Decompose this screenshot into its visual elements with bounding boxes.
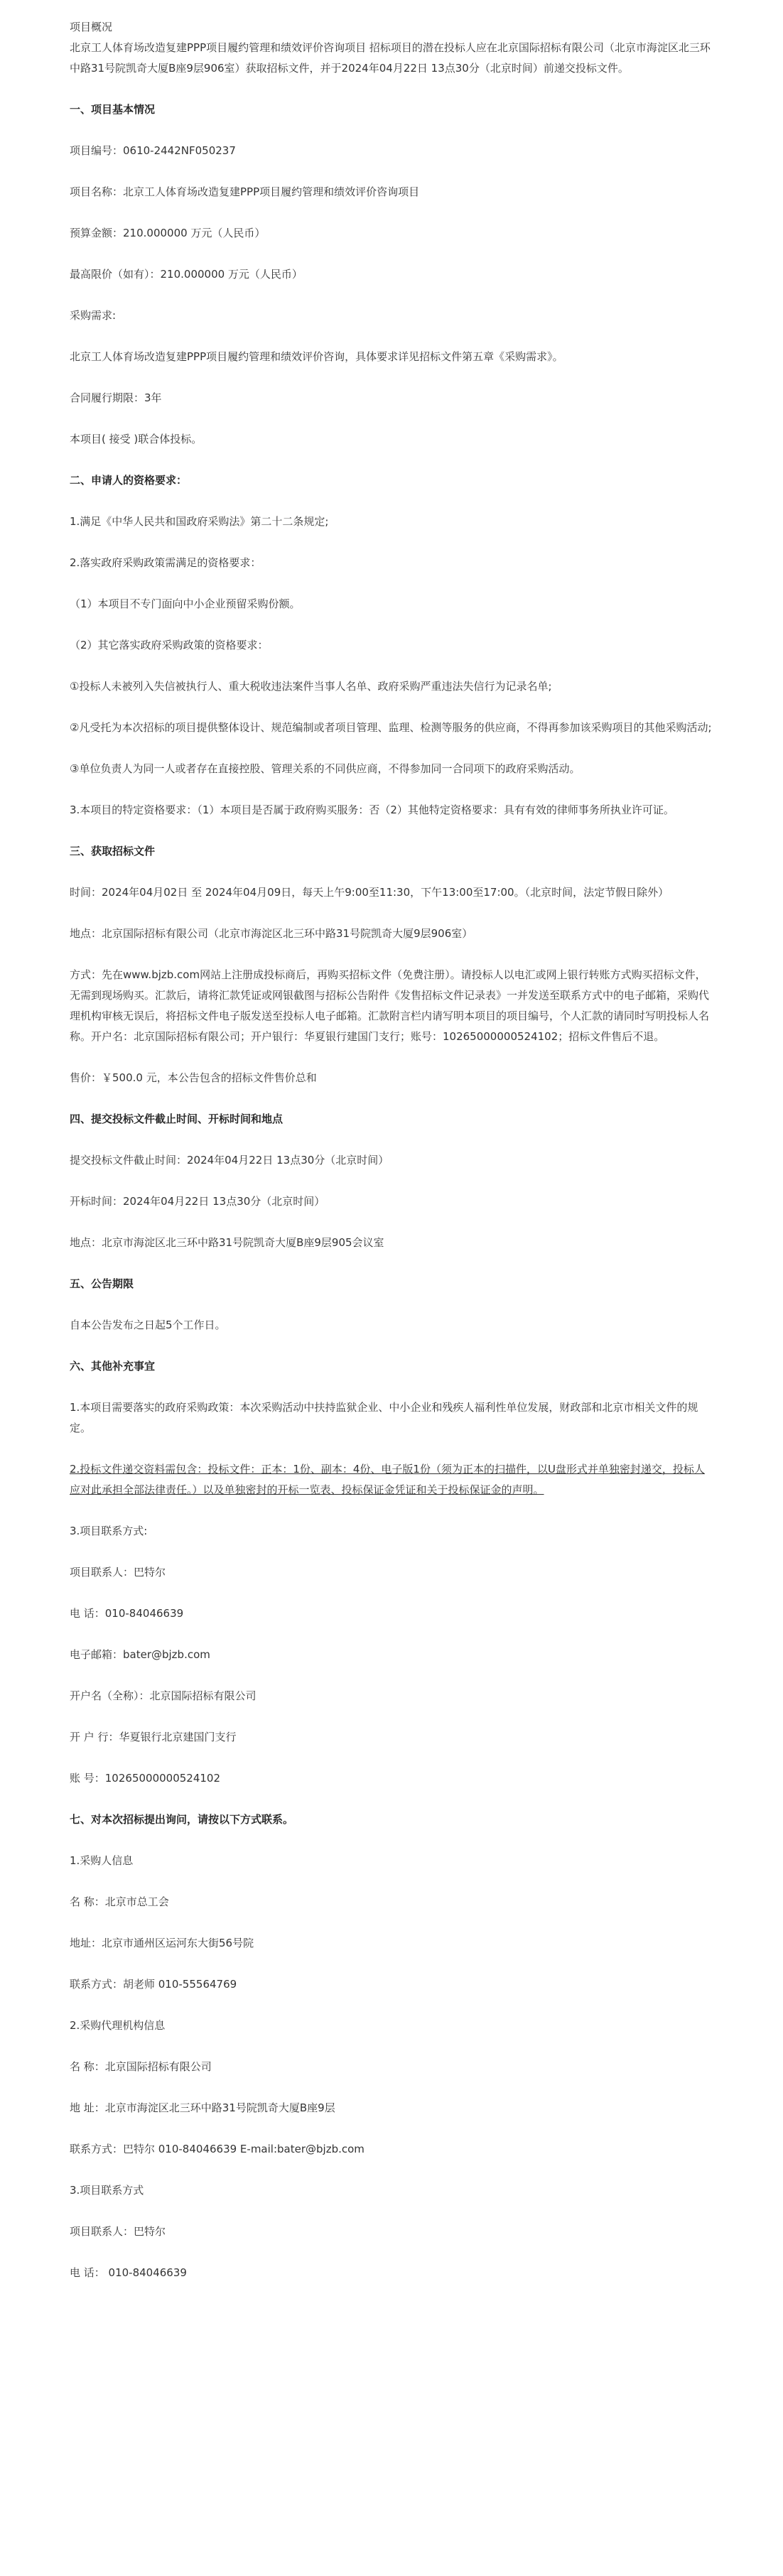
qualification-item-2a: （1）本项目不专门面向中小企业预留采购份额。 (70, 597, 301, 610)
buyer-name: 名 称：北京市总工会 (70, 1895, 169, 1908)
contract-period: 合同履行期限：3年 (70, 391, 162, 404)
opening-time: 开标时间：2024年04月22日 13点30分（北京时间） (70, 1195, 325, 1208)
supplement-item-3: 3.项目联系方式: (70, 1525, 148, 1537)
contact-phone: 电 话：010-84046639 (70, 1607, 184, 1620)
section-5-title: 五、公告期限 (70, 1277, 134, 1290)
project-name: 项目名称：北京工人体育场改造复建PPP项目履约管理和绩效评价咨询项目 (70, 185, 420, 198)
obtain-place: 地点：北京国际招标有限公司（北京市海淀区北三环中路31号院凯奇大厦9层906室） (70, 927, 473, 940)
buyer-contact: 联系方式：胡老师 010-55564769 (70, 1978, 237, 1991)
buyer-label: 1.采购人信息 (70, 1854, 134, 1867)
consortium-note: 本项目( 接受 )联合体投标。 (70, 433, 202, 445)
notice-period: 自本公告发布之日起5个工作日。 (70, 1319, 226, 1331)
qualification-item-2: 2.落实政府采购政策需满足的资格要求： (70, 556, 261, 569)
buyer-address: 地址：北京市通州区运河东大街56号院 (70, 1937, 254, 1949)
opening-place: 地点：北京市海淀区北三环中路31号院凯奇大厦B座9层905会议室 (70, 1236, 384, 1249)
qualification-item-2b: （2）其它落实政府采购政策的资格要求： (70, 639, 269, 651)
project-contact-person: 项目联系人：巴特尔 (70, 2225, 166, 2238)
section-7-title: 七、对本次招标提出询问，请按以下方式联系。 (70, 1813, 294, 1826)
obtain-time: 时间：2024年04月02日 至 2024年04月09日，每天上午9:00至11:30，下午13:00至17:00。（北京时间，法定节假日除外） (70, 886, 669, 899)
overview-text: 北京工人体育场改造复建PPP项目履约管理和绩效评价咨询项目 招标项目的潜在投标人应在北京国际招标有限公司（北京市海淀区北三环中路31号院凯奇大厦B座9层906室）获取招标文件，并于2024年04月22日 13点30分（北京时间）前递交投标文件。 (70, 41, 711, 75)
demand-label: 采购需求: (70, 309, 117, 322)
account-number: 账 号：10265000000524102 (70, 1772, 221, 1785)
supplement-item-2: 2.投标文件递交资料需包含：投标文件：正本：1份、副本：4份、电子版1份（须为正本的扫描件，以U盘形式并单独密封递交，投标人应对此承担全部法律责任。）以及单独密封的开标一览表、投标保证金凭证和关于投标保证金的声明。 (70, 1463, 705, 1496)
project-contact-label: 3.项目联系方式 (70, 2184, 144, 2197)
section-3-title: 三、获取招标文件 (70, 845, 156, 857)
document-price: 售价：￥500.0 元，本公告包含的招标文件售价总和 (70, 1071, 317, 1084)
project-contact-phone: 电 话： 010-84046639 (70, 2266, 187, 2279)
contact-person: 项目联系人：巴特尔 (70, 1566, 166, 1579)
section-1-title: 一、项目基本情况 (70, 103, 156, 116)
demand-text: 北京工人体育场改造复建PPP项目履约管理和绩效评价咨询，具体要求详见招标文件第五章《采购需求》。 (70, 350, 563, 363)
qualification-item-1: 1.满足《中华人民共和国政府采购法》第二十二条规定; (70, 515, 329, 528)
obtain-method: 方式：先在www.bjzb.com网站上注册成投标商后，再购买招标文件（免费注册）。请投标人以电汇或网上银行转账方式购买招标文件，无需到现场购买。汇款后，请将汇款凭证或网银截图与招标公告附件《发售招标文件记录表》一并发送至联系方式中的电子邮箱，采购代理机构审核无误后，将招标文件电子版发送至投标人电子邮箱。汇款附言栏内请写明本项目的项目编号，个人汇款的请同时写明投标人名称。开户名：北京国际招标有限公司；开户银行：华夏银行建国门支行；账号：10265000000524102；招标文件售后不退。 (70, 968, 710, 1043)
section-4-title: 四、提交投标文件截止时间、开标时间和地点 (70, 1113, 284, 1125)
qualification-clause-1: ①投标人未被列入失信被执行人、重大税收违法案件当事人名单、政府采购严重违法失信行为记录名单; (70, 680, 552, 693)
project-number: 项目编号：0610-2442NF050237 (70, 144, 236, 157)
max-price: 最高限价（如有）：210.000000 万元（人民币） (70, 268, 303, 281)
agency-contact: 联系方式：巴特尔 010-84046639 E-mail:bater@bjzb.com (70, 2143, 364, 2155)
bank-name: 开 户 行：华夏银行北京建国门支行 (70, 1731, 237, 1743)
qualification-clause-3: ③单位负责人为同一人或者存在直接控股、管理关系的不同供应商，不得参加同一合同项下的政府采购活动。 (70, 762, 580, 775)
agency-address: 地 址：北京市海淀区北三环中路31号院凯奇大厦B座9层 (70, 2101, 335, 2114)
overview-label: 项目概况 (70, 21, 113, 33)
section-6-title: 六、其他补充事宜 (70, 1360, 156, 1373)
supplement-item-1: 1.本项目需要落实的政府采购政策：本次采购活动中扶持监狱企业、中小企业和残疾人福利性单位发展，财政部和北京市相关文件的规定。 (70, 1401, 698, 1434)
agency-name: 名 称：北京国际招标有限公司 (70, 2060, 212, 2073)
qualification-clause-2: ②凡受托为本次招标的项目提供整体设计、规范编制或者项目管理、监理、检测等服务的供应商，不得再参加该采购项目的其他采购活动; (70, 721, 712, 734)
agency-label: 2.采购代理机构信息 (70, 2019, 166, 2032)
qualification-item-3: 3.本项目的特定资格要求：（1）本项目是否属于政府购买服务：否（2）其他特定资格要求：具有有效的律师事务所执业许可证。 (70, 803, 674, 816)
section-2-title: 二、申请人的资格要求： (70, 474, 188, 487)
budget-amount: 预算金额：210.000000 万元（人民币） (70, 227, 266, 239)
submission-deadline: 提交投标文件截止时间：2024年04月22日 13点30分（北京时间） (70, 1154, 389, 1167)
contact-email: 电子邮箱：bater@bjzb.com (70, 1648, 210, 1661)
account-name: 开户名（全称）：北京国际招标有限公司 (70, 1689, 256, 1702)
